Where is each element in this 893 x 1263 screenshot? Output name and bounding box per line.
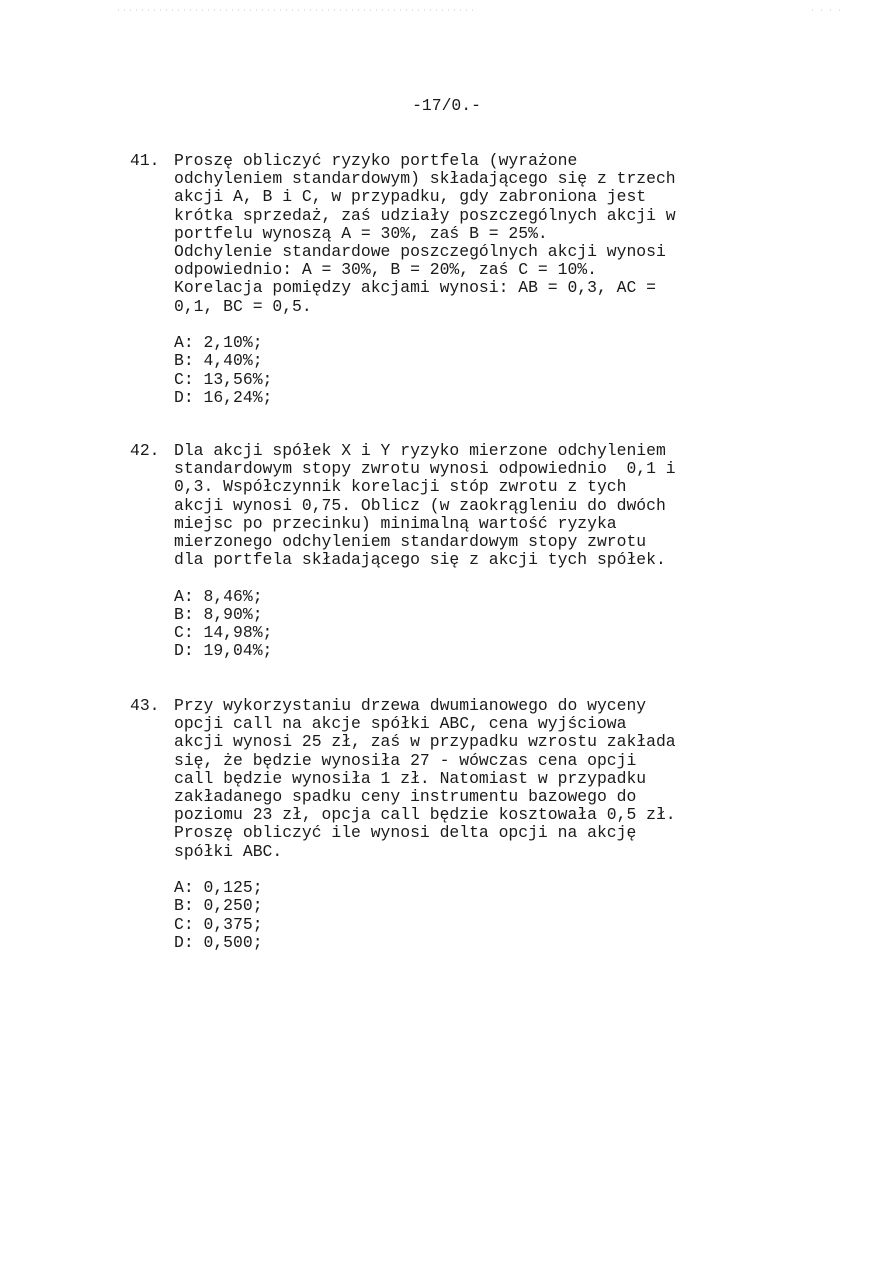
question-text-line: Proszę obliczyć ile wynosi delta opcji na akcję bbox=[174, 823, 637, 843]
question-text-line: Przy wykorzystaniu drzewa dwumianowego do wyceny bbox=[174, 696, 647, 715]
question-text-line: call będzie wynosiła 1 zł. Natomiast w przypadku bbox=[174, 768, 647, 788]
question-body bbox=[174, 442, 734, 661]
answer-option-b: B: 0,250; bbox=[174, 896, 263, 916]
page-number: -17/0.- bbox=[412, 96, 481, 115]
question-text-line: Odchylenie standardowe poszczególnych akcji wynosi bbox=[174, 241, 666, 261]
question-text-line: poziomu 23 zł, opcja call będzie kosztowała 0,5 zł. bbox=[174, 805, 676, 825]
question-text-line: akcji wynosi 0,75. Oblicz (w zaokrągleniu do dwóch bbox=[174, 495, 666, 515]
answer-option-c: C: 14,98%; bbox=[174, 623, 273, 643]
question-text-line: 0,3. Współczynnik korelacji stóp zwrotu z tych bbox=[174, 477, 627, 497]
question-text-line: odchyleniem standardowym) składającego się z trzech bbox=[174, 169, 676, 189]
answer-option-a: A: 0,125; bbox=[174, 878, 263, 898]
question-text-line: 0,1, BC = 0,5. bbox=[174, 296, 312, 316]
question-number: 43. bbox=[130, 696, 160, 715]
scan-artifact bbox=[812, 9, 842, 11]
answer-option-d: D: 0,500; bbox=[174, 932, 263, 952]
answer-option-c: C: 0,375; bbox=[174, 914, 263, 934]
question-text-line: Dla akcji spółek X i Y ryzyko mierzone odchyleniem bbox=[174, 441, 666, 460]
answer-option-c: C: 13,56%; bbox=[174, 369, 273, 389]
question-text-line: spółki ABC. bbox=[174, 841, 283, 861]
answer-option-b: B: 4,40%; bbox=[174, 351, 263, 371]
question-text-line: miejsc po przecinku) minimalną wartość ryzyka bbox=[174, 513, 617, 533]
question-text-line: akcji wynosi 25 zł, zaś w przypadku wzrostu zakłada bbox=[174, 732, 676, 752]
question-text-line: się, że będzie wynosiła 27 - wówczas cena opcji bbox=[174, 750, 637, 770]
question-text-line: dla portfela składającego się z akcji tych spółek. bbox=[174, 550, 666, 570]
answer-list bbox=[174, 879, 734, 952]
question-body bbox=[174, 697, 734, 952]
answer-option-b: B: 8,90%; bbox=[174, 605, 263, 624]
answer-list bbox=[174, 588, 734, 661]
question-text-line: mierzonego odchyleniem standardowym stopy zwrotu bbox=[174, 531, 647, 551]
question-text-line: krótka sprzedaż, zaś udziały poszczególnych akcji w bbox=[174, 205, 676, 225]
answer-option-a: A: 8,46%; bbox=[174, 586, 263, 606]
question-text-line: odpowiednio: A = 30%, B = 20%, zaś C = 10%. bbox=[174, 260, 597, 280]
question-number: 41. bbox=[130, 151, 160, 170]
scan-artifact bbox=[118, 9, 478, 11]
answer-option-d: D: 16,24%; bbox=[174, 387, 273, 407]
question-body bbox=[174, 152, 734, 407]
question-text-line: portfelu wynoszą A = 30%, zaś B = 25%. bbox=[174, 223, 548, 243]
question-text-line: opcji call na akcje spółki ABC, cena wyjściowa bbox=[174, 714, 627, 734]
question-text-line: zakładanego spadku ceny instrumentu bazowego do bbox=[174, 786, 637, 806]
question-text-line: Korelacja pomiędzy akcjami wynosi: AB = 0,3, AC = bbox=[174, 278, 656, 298]
question-text-line: akcji A, B i C, w przypadku, gdy zabroniona jest bbox=[174, 187, 647, 207]
question-text-line: standardowym stopy zwrotu wynosi odpowiednio 0,1 i bbox=[174, 459, 676, 479]
answer-list bbox=[174, 334, 734, 407]
answer-option-a: A: 2,10%; bbox=[174, 333, 263, 353]
question-number: 42. bbox=[130, 441, 160, 460]
answer-option-d: D: 19,04%; bbox=[174, 641, 273, 661]
question-text-line: Proszę obliczyć ryzyko portfela (wyrażone bbox=[174, 151, 578, 170]
